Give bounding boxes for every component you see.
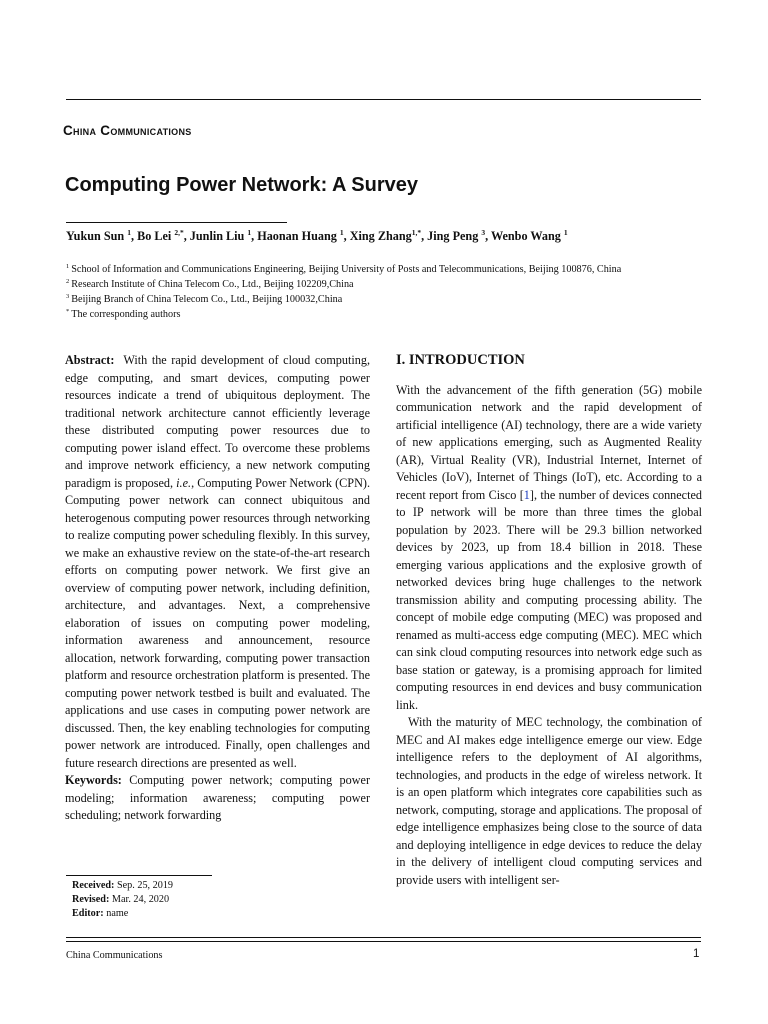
author-affil-mark: 1 bbox=[339, 228, 344, 237]
footer-journal: China Communications bbox=[66, 950, 163, 961]
intro-text: With the advancement of the fifth generation (5G) mobile communication network and the rapid development of artificial intelligence (AI) technology, there are a wide variety of new applications emerging, such as Augmented Reality (AR), Virtual Reality (VR), Industrial Internet, Internet of Vehicles (IoV), Internet of Things (IoT), etc. According to a recent report from Cisco [ bbox=[396, 382, 702, 502]
affiliation-text: The corresponding authors bbox=[71, 309, 181, 320]
intro-paragraph-1 bbox=[396, 382, 702, 715]
citation-link[interactable]: 1 bbox=[523, 487, 530, 502]
intro-text-continued: ], the number of devices connected to IP network will be more than three times the global population by 2023. There will be 29.3 billion networked devices by 2023, up from 18.4 billion in 2018. These emerging various applications and the explosive growth of networked devices bring huge challenges to the network transmission ability and computing processing ability. The concept of mobile edge computing (MEC) was proposed and renamed as multi-access edge computing (MEC). MEC which can sink cloud computing resources into network edge such as base station or gateway, is a promising approach for limited computing resources in end devices and busy communication link. bbox=[396, 487, 702, 712]
journal-header: China Communications bbox=[63, 123, 192, 138]
editor-name: name bbox=[106, 908, 129, 919]
footer-rule-upper bbox=[66, 937, 701, 938]
affiliation-text: Beijing Branch of China Telecom Co., Ltd., Beijing 100032,China bbox=[71, 294, 343, 305]
paper-title: Computing Power Network: A Survey bbox=[65, 174, 419, 196]
affiliation-text: School of Information and Communications Engineering, Beijing University of Posts and Telecommunications, Beijing 100876, China bbox=[71, 264, 622, 275]
affiliation-mark: 1 bbox=[66, 263, 70, 270]
author-affil-mark: 1 bbox=[247, 228, 252, 237]
page-number: 1 bbox=[693, 948, 700, 960]
author-name: Junlin Liu bbox=[189, 229, 245, 243]
author-name: Bo Lei bbox=[137, 229, 172, 243]
affiliation-item bbox=[66, 307, 621, 322]
affiliation-item bbox=[66, 292, 621, 307]
author-affil-mark: 1 bbox=[127, 228, 131, 237]
keywords-text: Computing power network; computing power modeling; information awareness; computing power scheduling; network forwarding bbox=[65, 773, 371, 822]
received-label: Received: bbox=[72, 880, 115, 891]
author-affil-mark: 3 bbox=[481, 228, 486, 237]
affiliation-item bbox=[66, 262, 621, 277]
affiliation-mark: 2 bbox=[66, 278, 70, 285]
intro-paragraph-2: With the maturity of MEC technology, the combination of MEC and AI makes edge intelligence emerge our view. Edge intelligence refers to the deployment of AI algorithms, technologies, and products in the edge of wireless network. It is an open platform which integrates core capabilities such as network, computing, storage and applications. The proposal of edge intelligence emphasizes being close to the source of data and deploying intelligence in edge devices to reduce the delay in the delivery of intelligent cloud computing services and provide users with intelligent ser- bbox=[396, 715, 702, 887]
section-heading-introduction: I. INTRODUCTION bbox=[396, 352, 525, 368]
author-name: Haonan Huang bbox=[257, 229, 337, 243]
revised-label: Revised: bbox=[72, 894, 110, 905]
received-line bbox=[72, 879, 173, 893]
author-affil-mark: 2,* bbox=[174, 228, 184, 237]
author-affil-mark: 1,* bbox=[411, 228, 422, 237]
author-name: Yukun Sun bbox=[66, 229, 125, 243]
editor-line bbox=[72, 907, 173, 921]
top-rule bbox=[66, 99, 701, 100]
affiliation-mark: * bbox=[66, 308, 70, 315]
abstract-ie: i.e. bbox=[176, 475, 192, 490]
received-date: Sep. 25, 2019 bbox=[116, 880, 174, 891]
editor-label: Editor: bbox=[72, 908, 104, 919]
affiliation-list bbox=[66, 262, 621, 322]
title-rule bbox=[66, 222, 287, 223]
author-name: Wenbo Wang bbox=[490, 229, 561, 243]
keywords-label: Keywords: bbox=[65, 773, 122, 787]
right-column bbox=[396, 352, 702, 889]
abstract bbox=[65, 352, 370, 772]
author-name: Jing Peng bbox=[427, 229, 479, 243]
affiliation-mark: 3 bbox=[66, 293, 70, 300]
received-rule bbox=[66, 875, 212, 876]
revised-date: Mar. 24, 2020 bbox=[111, 894, 170, 905]
left-column bbox=[65, 352, 370, 825]
author-name: Xing Zhang bbox=[349, 229, 412, 243]
keywords bbox=[65, 772, 370, 825]
footer-rule-lower bbox=[66, 941, 701, 942]
author-list: Yukun Sun $^1$, Bo Lei $^{2,*}$, Junlin Liu $^1$, Haonan Huang $^1$, Xing Zhang$^{1,*}$, Jing Peng $^3$, Wenbo Wang $^1$ bbox=[66, 228, 568, 243]
author-affil-mark: 1 bbox=[563, 228, 568, 237]
abstract-text-continued: , Computing Power Network (CPN). Computing power network can connect ubiquitous and heterogenous computing power resources through networking to realize computing power scheduling flexibly. In this survey, we make an exhaustive review on the state-of-the-art research efforts on computing power network. We first give an overview of computing power network, including definition, architecture, and advantages. Next, a comprehensive elaboration of issues on computing power modeling, information awareness and announcement, resource allocation, network forwarding, computing power transaction platform and resource orchestration platform is presented. The computing power network testbed is built and evaluated. The applications and use cases in computing power network are discussed. Then, the key enabling technologies for computing power network are introduced. Finally, open challenges and future research directions are presented as well. bbox=[65, 475, 370, 770]
abstract-label: Abstract: bbox=[65, 353, 115, 367]
affiliation-item bbox=[66, 277, 621, 292]
received-box bbox=[72, 879, 173, 921]
revised-line bbox=[72, 893, 173, 907]
abstract-text: With the rapid development of cloud computing, edge computing, and smart devices, computing power resources indicate a trend of ubiquitous deployment. The traditional network architecture cannot efficiently leverage these distributed computing power resources due to computing power island effect. To overcome these problems and improve network efficiency, a new network computing paradigm is proposed, bbox=[65, 353, 370, 490]
affiliation-text: Research Institute of China Telecom Co., Ltd., Beijing 102209,China bbox=[71, 279, 354, 290]
